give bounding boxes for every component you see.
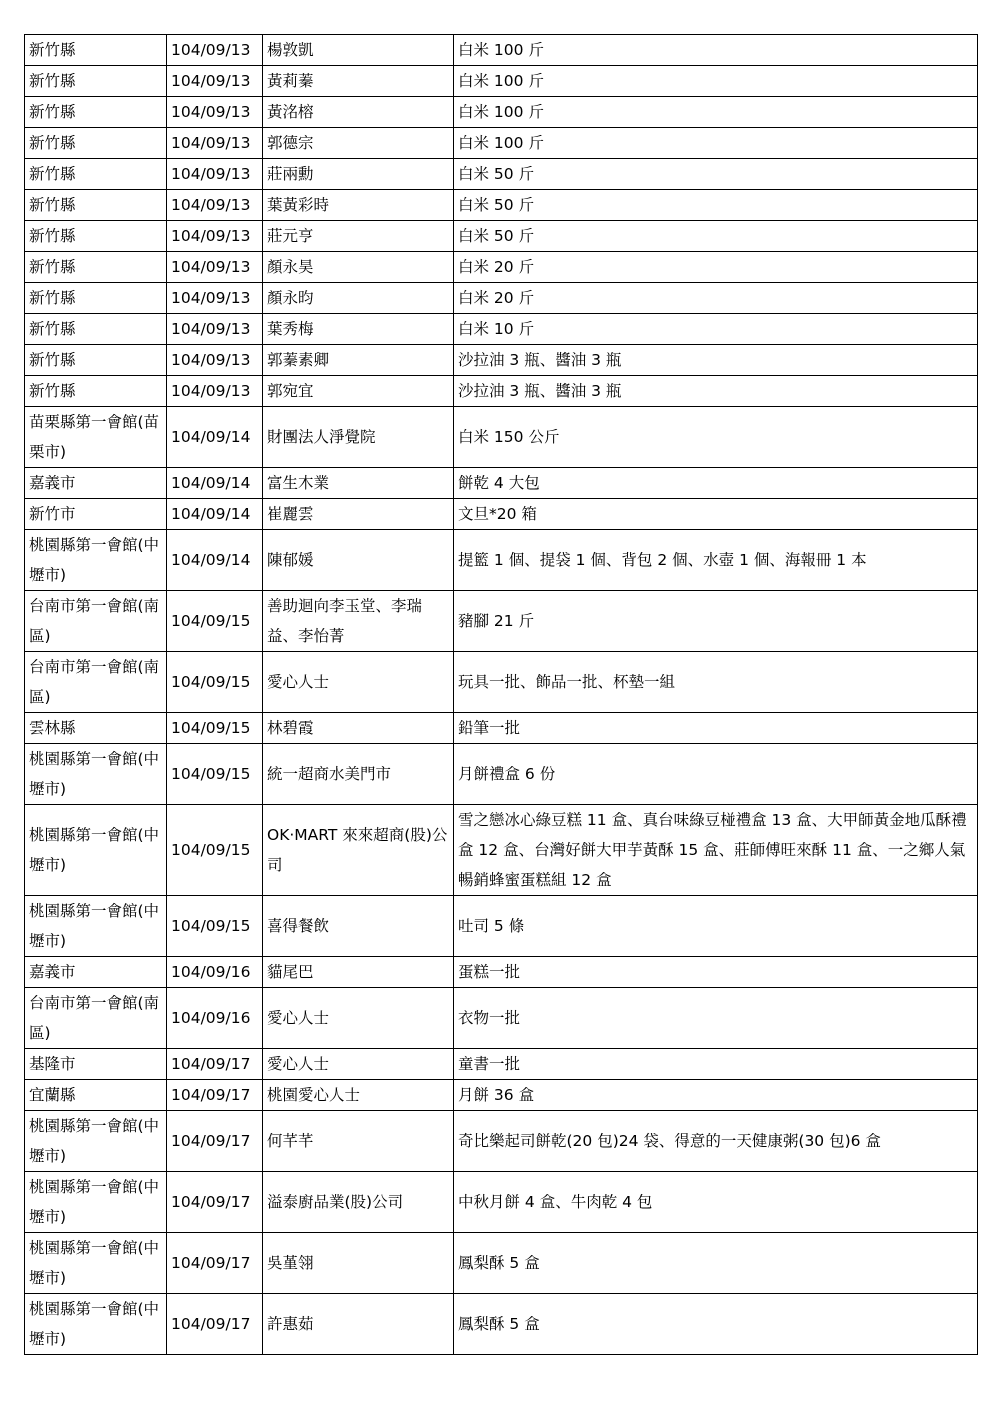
date-cell: 104/09/15 — [167, 805, 263, 896]
table-row — [25, 1172, 978, 1233]
date-cell: 104/09/13 — [167, 66, 263, 97]
region-cell: 新竹縣 — [25, 128, 167, 159]
donor-cell: 林碧霞 — [263, 713, 454, 744]
items-cell: 白米 10 斤 — [454, 314, 978, 345]
items-cell: 白米 20 斤 — [454, 252, 978, 283]
donor-cell: 崔麗雲 — [263, 499, 454, 530]
region-cell: 桃園縣第一會館(中壢市) — [25, 1233, 167, 1294]
items-cell: 白米 150 公斤 — [454, 407, 978, 468]
region-cell: 桃園縣第一會館(中壢市) — [25, 1294, 167, 1355]
region-cell: 桃園縣第一會館(中壢市) — [25, 1111, 167, 1172]
date-cell: 104/09/17 — [167, 1111, 263, 1172]
donor-cell: 楊敦凱 — [263, 35, 454, 66]
items-cell: 白米 50 斤 — [454, 159, 978, 190]
table-row — [25, 988, 978, 1049]
donation-table-body — [25, 35, 978, 1355]
region-cell: 桃園縣第一會館(中壢市) — [25, 1172, 167, 1233]
date-cell: 104/09/17 — [167, 1233, 263, 1294]
donor-cell: 葉秀梅 — [263, 314, 454, 345]
donor-cell: 吳堇翎 — [263, 1233, 454, 1294]
region-cell: 桃園縣第一會館(中壢市) — [25, 530, 167, 591]
date-cell: 104/09/14 — [167, 499, 263, 530]
table-row — [25, 652, 978, 713]
table-row — [25, 159, 978, 190]
donor-cell: 喜得餐飲 — [263, 896, 454, 957]
items-cell: 吐司 5 條 — [454, 896, 978, 957]
donor-cell: 郭宛宜 — [263, 376, 454, 407]
donor-cell: 財團法人淨覺院 — [263, 407, 454, 468]
date-cell: 104/09/13 — [167, 35, 263, 66]
items-cell: 雪之戀冰心綠豆糕 11 盒、真台味綠豆椪禮盒 13 盒、大甲師黃金地瓜酥禮盒 12 盒、台灣好餅大甲芋黃酥 15 盒、莊師傅旺來酥 11 盒、一之鄉人氣暢銷蜂蜜蛋糕組 12 盒 — [454, 805, 978, 896]
date-cell: 104/09/13 — [167, 376, 263, 407]
items-cell: 童書一批 — [454, 1049, 978, 1080]
table-row — [25, 128, 978, 159]
table-row — [25, 805, 978, 896]
region-cell: 基隆市 — [25, 1049, 167, 1080]
items-cell: 沙拉油 3 瓶、醬油 3 瓶 — [454, 345, 978, 376]
region-cell: 新竹縣 — [25, 35, 167, 66]
donor-cell: 顏永昊 — [263, 252, 454, 283]
table-row — [25, 97, 978, 128]
table-row — [25, 283, 978, 314]
items-cell: 蛋糕一批 — [454, 957, 978, 988]
region-cell: 新竹縣 — [25, 314, 167, 345]
date-cell: 104/09/13 — [167, 345, 263, 376]
date-cell: 104/09/14 — [167, 407, 263, 468]
region-cell: 台南市第一會館(南區) — [25, 988, 167, 1049]
table-row — [25, 1294, 978, 1355]
items-cell: 餅乾 4 大包 — [454, 468, 978, 499]
region-cell: 新竹縣 — [25, 159, 167, 190]
donor-cell: 莊元亨 — [263, 221, 454, 252]
date-cell: 104/09/13 — [167, 128, 263, 159]
date-cell: 104/09/15 — [167, 713, 263, 744]
date-cell: 104/09/17 — [167, 1294, 263, 1355]
region-cell: 新竹縣 — [25, 190, 167, 221]
items-cell: 奇比樂起司餅乾(20 包)24 袋、得意的一天健康粥(30 包)6 盒 — [454, 1111, 978, 1172]
donor-cell: 顏永昀 — [263, 283, 454, 314]
items-cell: 鳳梨酥 5 盒 — [454, 1233, 978, 1294]
donation-table — [24, 34, 978, 1355]
date-cell: 104/09/13 — [167, 283, 263, 314]
donor-cell: 郭德宗 — [263, 128, 454, 159]
donor-cell: OK‧MART 來來超商(股)公司 — [263, 805, 454, 896]
donor-cell: 郭蓁素卿 — [263, 345, 454, 376]
table-row — [25, 957, 978, 988]
date-cell: 104/09/13 — [167, 314, 263, 345]
table-row — [25, 1111, 978, 1172]
donor-cell: 統一超商水美門市 — [263, 744, 454, 805]
table-row — [25, 468, 978, 499]
date-cell: 104/09/14 — [167, 530, 263, 591]
donor-cell: 陳郁媛 — [263, 530, 454, 591]
donor-cell: 善助迴向李玉堂、李瑞益、李怡菁 — [263, 591, 454, 652]
region-cell: 桃園縣第一會館(中壢市) — [25, 805, 167, 896]
items-cell: 衣物一批 — [454, 988, 978, 1049]
donor-cell: 貓尾巴 — [263, 957, 454, 988]
region-cell: 新竹市 — [25, 499, 167, 530]
region-cell: 台南市第一會館(南區) — [25, 652, 167, 713]
table-row — [25, 1049, 978, 1080]
table-row — [25, 314, 978, 345]
donor-cell: 桃園愛心人士 — [263, 1080, 454, 1111]
items-cell: 中秋月餅 4 盒、牛肉乾 4 包 — [454, 1172, 978, 1233]
date-cell: 104/09/15 — [167, 652, 263, 713]
table-row — [25, 35, 978, 66]
table-row — [25, 744, 978, 805]
date-cell: 104/09/17 — [167, 1049, 263, 1080]
items-cell: 月餅禮盒 6 份 — [454, 744, 978, 805]
table-row — [25, 221, 978, 252]
items-cell: 月餅 36 盒 — [454, 1080, 978, 1111]
items-cell: 沙拉油 3 瓶、醬油 3 瓶 — [454, 376, 978, 407]
donor-cell: 黃莉蓁 — [263, 66, 454, 97]
date-cell: 104/09/15 — [167, 591, 263, 652]
items-cell: 豬腳 21 斤 — [454, 591, 978, 652]
donor-cell: 黃洺榕 — [263, 97, 454, 128]
table-row — [25, 190, 978, 221]
items-cell: 文旦*20 箱 — [454, 499, 978, 530]
date-cell: 104/09/13 — [167, 97, 263, 128]
date-cell: 104/09/13 — [167, 190, 263, 221]
donor-cell: 愛心人士 — [263, 1049, 454, 1080]
table-row — [25, 896, 978, 957]
items-cell: 白米 100 斤 — [454, 35, 978, 66]
items-cell: 玩具一批、飾品一批、杯墊一組 — [454, 652, 978, 713]
donor-cell: 溢泰廚品業(股)公司 — [263, 1172, 454, 1233]
region-cell: 嘉義市 — [25, 468, 167, 499]
region-cell: 新竹縣 — [25, 345, 167, 376]
items-cell: 白米 20 斤 — [454, 283, 978, 314]
table-row — [25, 530, 978, 591]
region-cell: 新竹縣 — [25, 97, 167, 128]
region-cell: 新竹縣 — [25, 252, 167, 283]
items-cell: 鉛筆一批 — [454, 713, 978, 744]
region-cell: 宜蘭縣 — [25, 1080, 167, 1111]
region-cell: 桃園縣第一會館(中壢市) — [25, 744, 167, 805]
date-cell: 104/09/17 — [167, 1080, 263, 1111]
region-cell: 新竹縣 — [25, 376, 167, 407]
region-cell: 新竹縣 — [25, 221, 167, 252]
region-cell: 台南市第一會館(南區) — [25, 591, 167, 652]
region-cell: 苗栗縣第一會館(苗栗市) — [25, 407, 167, 468]
date-cell: 104/09/13 — [167, 252, 263, 283]
table-row — [25, 66, 978, 97]
table-row — [25, 591, 978, 652]
items-cell: 白米 100 斤 — [454, 66, 978, 97]
table-row — [25, 1233, 978, 1294]
donor-cell: 何芊芊 — [263, 1111, 454, 1172]
donor-cell: 愛心人士 — [263, 652, 454, 713]
items-cell: 鳳梨酥 5 盒 — [454, 1294, 978, 1355]
table-row — [25, 345, 978, 376]
date-cell: 104/09/16 — [167, 957, 263, 988]
table-row — [25, 1080, 978, 1111]
region-cell: 雲林縣 — [25, 713, 167, 744]
table-row — [25, 713, 978, 744]
region-cell: 新竹縣 — [25, 283, 167, 314]
region-cell: 新竹縣 — [25, 66, 167, 97]
donor-cell: 葉黃彩時 — [263, 190, 454, 221]
region-cell: 桃園縣第一會館(中壢市) — [25, 896, 167, 957]
table-row — [25, 499, 978, 530]
items-cell: 提籃 1 個、提袋 1 個、背包 2 個、水壺 1 個、海報冊 1 本 — [454, 530, 978, 591]
date-cell: 104/09/13 — [167, 221, 263, 252]
donor-cell: 富生木業 — [263, 468, 454, 499]
items-cell: 白米 50 斤 — [454, 190, 978, 221]
region-cell: 嘉義市 — [25, 957, 167, 988]
date-cell: 104/09/15 — [167, 744, 263, 805]
items-cell: 白米 100 斤 — [454, 128, 978, 159]
table-row — [25, 376, 978, 407]
date-cell: 104/09/14 — [167, 468, 263, 499]
date-cell: 104/09/15 — [167, 896, 263, 957]
donor-cell: 許惠茹 — [263, 1294, 454, 1355]
donor-cell: 愛心人士 — [263, 988, 454, 1049]
date-cell: 104/09/13 — [167, 159, 263, 190]
donor-cell: 莊兩勳 — [263, 159, 454, 190]
items-cell: 白米 50 斤 — [454, 221, 978, 252]
date-cell: 104/09/17 — [167, 1172, 263, 1233]
date-cell: 104/09/16 — [167, 988, 263, 1049]
items-cell: 白米 100 斤 — [454, 97, 978, 128]
table-row — [25, 252, 978, 283]
table-row — [25, 407, 978, 468]
